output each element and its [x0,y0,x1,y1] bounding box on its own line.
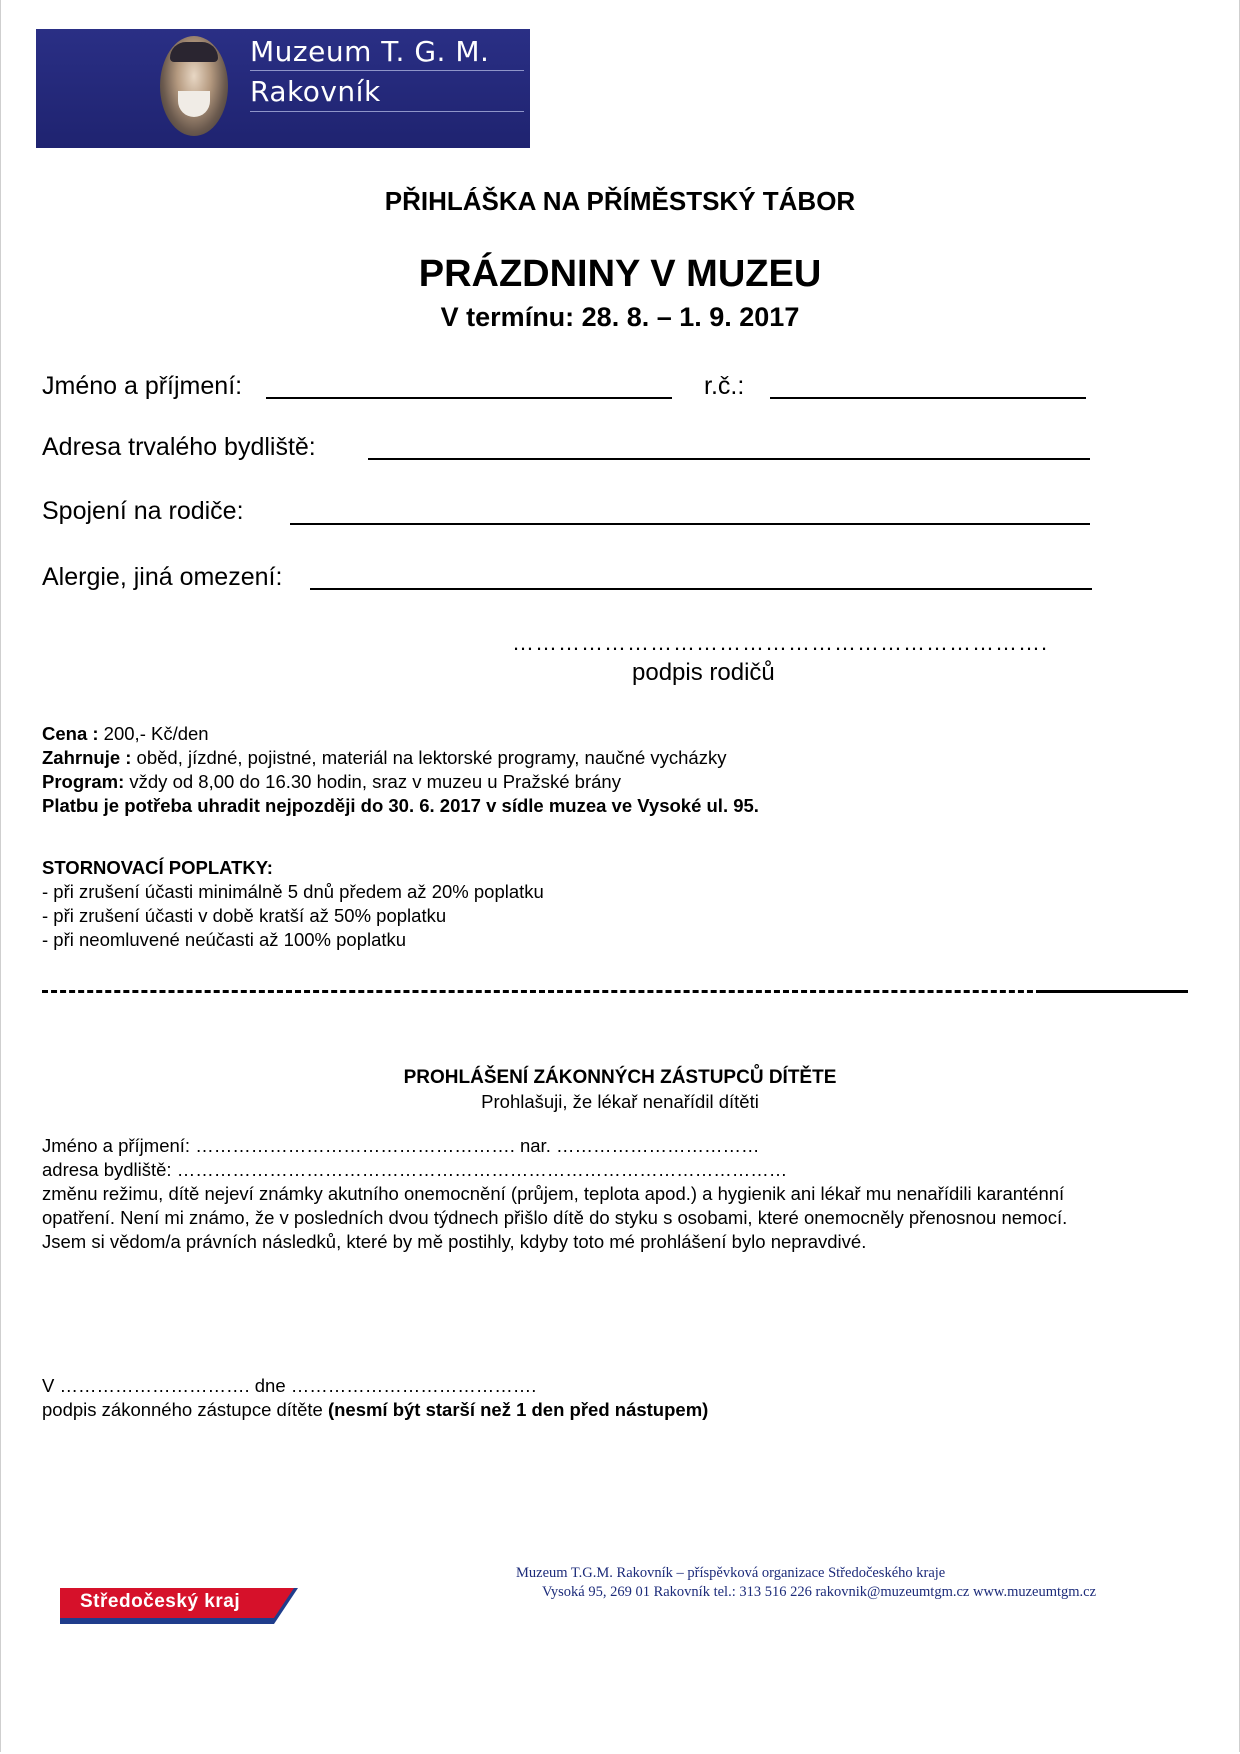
declaration-address-line[interactable]: adresa bydliště: ……………………………………………………………………………………… [42,1159,788,1180]
allergies-label: Alergie, jiná omezení: [42,563,283,591]
birth-number-field-line[interactable] [770,397,1086,399]
declaration-paragraph-line: změnu režimu, dítě nejeví známky akutního onemocnění (průjem, teplota apod.) a hygienik ani lékař mu nenařídili karanténní [42,1183,1065,1204]
parent-contact-label: Spojení na rodiče: [42,497,244,525]
parent-signature-line[interactable]: ……………………………………………………………. [512,630,1049,655]
payment-note: Platbu je potřeba uhradit nejpozději do 30. 6. 2017 v sídle muzea ve Vysoké ul. 95. [42,795,759,816]
name-field-line[interactable] [266,397,672,399]
cancellation-item: - při zrušení účasti v době kratší až 50% poplatku [42,905,447,926]
address-field-line[interactable] [368,458,1090,460]
price-line [42,723,209,745]
region-logo-blue-stripe [60,1618,274,1624]
declaration-title: PROHLÁŠENÍ ZÁKONNÝCH ZÁSTUPCŮ DÍTĚTE [403,1067,837,1088]
museum-logo-banner [36,29,530,148]
declaration-paragraph-line: Jsem si vědom/a právních následků, které by mě postihly, kdyby toto mé prohlášení bylo nepravdivé. [42,1231,867,1252]
parent-contact-field-line[interactable] [290,523,1090,525]
includes-line [42,747,726,769]
form-term: V termínu: 28. 8. – 1. 9. 2017 [440,302,800,332]
guardian-signature-note-normal: podpis zákonného zástupce dítěte [42,1399,328,1420]
beard-shape [178,91,210,117]
program-line [42,771,621,793]
portrait-icon [160,36,228,136]
birth-number-label: r.č.: [704,372,745,400]
cut-line-solid [1042,990,1188,993]
program-value: vždy od 8,00 do 16.30 hodin, sraz v muzeu u Pražské brány [124,771,621,792]
place-date-line[interactable]: V …………………………. dne …………………………………. [42,1375,537,1396]
cancellation-item: - při zrušení účasti minimálně 5 dnů předem až 20% poplatku [42,881,544,902]
region-logo-tip-red [274,1588,294,1618]
footer-line-2: Vysoká 95, 269 01 Rakovník tel.: 313 516 226 rakovnik@muzeumtgm.cz www.muzeumtgm.cz [542,1584,1097,1600]
price-label: Cena : [42,723,99,744]
logo-line-2: Rakovník [250,75,381,108]
cut-line-dashed [42,990,1042,993]
logo-line-1: Muzeum T. G. M. [250,35,490,68]
includes-label: Zahrnuje : [42,747,132,768]
guardian-signature-note [42,1399,708,1421]
name-label: Jméno a příjmení: [42,372,243,400]
logo-rule-top [250,70,524,71]
allergies-field-line[interactable] [310,588,1092,590]
parent-signature-label: podpis rodičů [632,659,775,686]
footer-line-1: Muzeum T.G.M. Rakovník – příspěvková organizace Středočeského kraje [516,1565,946,1581]
region-logo-text: Středočeský kraj [80,1591,241,1612]
price-value: 200,- Kč/den [98,723,209,744]
includes-value: oběd, jízdné, pojistné, materiál na lektorské programy, naučné vycházky [131,747,727,768]
cap-shape [170,42,218,62]
form-heading: PŘIHLÁŠKA NA PŘÍMĚSTSKÝ TÁBOR [384,186,856,216]
region-logo [60,1588,284,1624]
declaration-name-line[interactable]: Jméno a příjmení: ……………………………………………. nar. …………………………… [42,1135,760,1156]
declaration-subtitle: Prohlašuji, že lékař nenařídil dítěti [481,1091,759,1112]
cancellation-item: - při neomluvené neúčasti až 100% poplatku [42,929,407,950]
declaration-paragraph-line: opatření. Není mi známo, že v posledních dvou týdnech přišlo dítě do styku s osobami, které onemocněly přenosnou nemocí. [42,1207,1068,1228]
form-title: PRÁZDNINY V MUZEU [418,253,822,295]
address-label: Adresa trvalého bydliště: [42,433,316,461]
guardian-signature-note-bold: (nesmí být starší než 1 den před nástupem) [327,1399,709,1420]
program-label: Program: [42,771,125,792]
cancellation-title: STORNOVACÍ POPLATKY: [42,857,273,878]
logo-rule-bottom [250,111,524,112]
